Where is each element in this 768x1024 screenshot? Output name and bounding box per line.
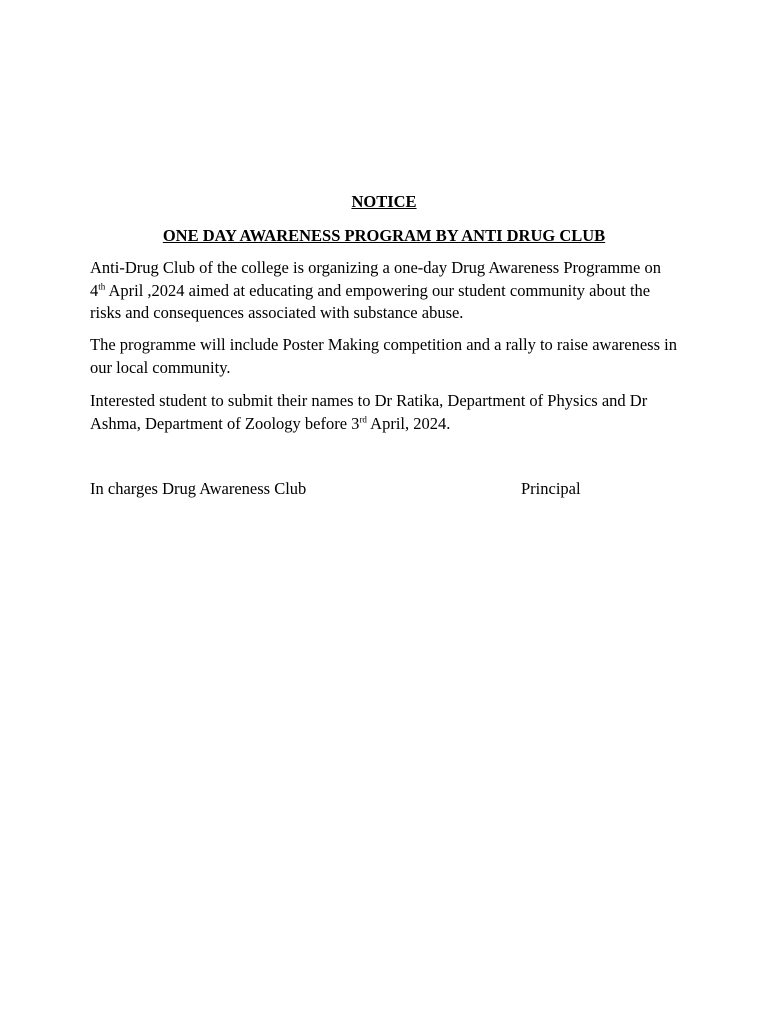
announcement-text-end: April ,2024 aimed at educating and empowering our student community about the risks and consequences associated with substance abuse. — [90, 280, 651, 322]
signature-incharges: In charges Drug Awareness Club — [90, 479, 307, 498]
announcement-text-start: Anti-Drug Club of the college is organizing a one-day Drug Awareness Programme on 4 — [90, 258, 661, 300]
submission-paragraph — [90, 390, 680, 435]
notice-title: NOTICE — [351, 192, 417, 211]
submission-text-start: Interested student to submit their names to Dr Ratika, Department of Physics and Dr Ashma, Department of Zoology before 3 — [90, 391, 648, 433]
program-title: ONE DAY AWARENESS PROGRAM BY ANTI DRUG CLUB — [162, 226, 606, 245]
programme-details-paragraph: The programme will include Poster Making competition and a rally to raise awareness in our local community. — [90, 335, 677, 377]
deadline-ordinal-suffix: rd — [359, 414, 367, 424]
date-ordinal-suffix: th — [98, 281, 106, 291]
signature-principal: Principal — [521, 479, 581, 498]
announcement-paragraph — [90, 257, 680, 325]
submission-text-end: April, 2024. — [366, 413, 451, 433]
